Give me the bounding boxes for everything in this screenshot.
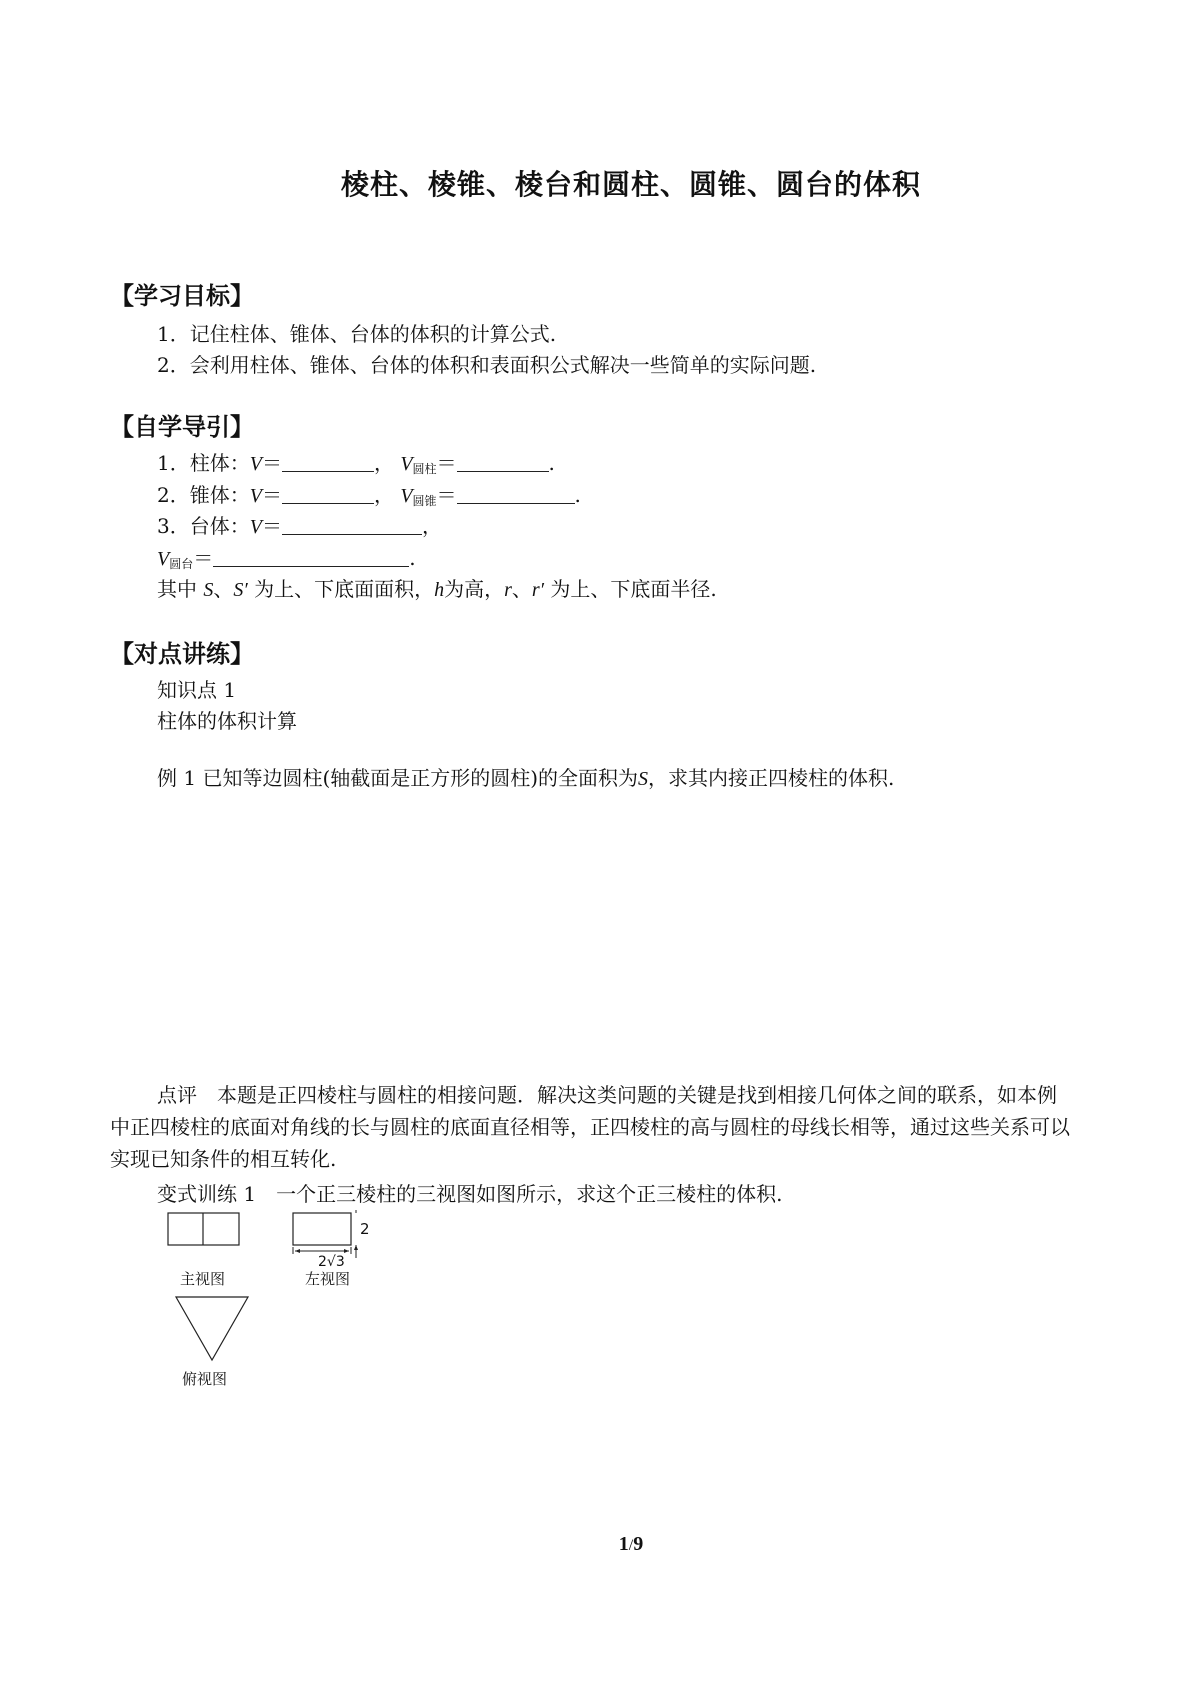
knowledge-point: 知识点 1 (157, 678, 237, 702)
page-number (0, 1533, 1191, 1556)
note-text: 、 (511, 577, 532, 601)
var-s: S (638, 768, 649, 790)
current-page: 1 (618, 1533, 629, 1555)
section-heading-practice: 【对点讲练】 (110, 640, 254, 668)
period: . (548, 451, 555, 475)
fill-blank[interactable] (282, 516, 422, 535)
guide-item-4 (157, 542, 416, 572)
equals: ＝ (261, 514, 282, 538)
total-pages: 9 (633, 1533, 644, 1555)
equals: ＝ (436, 451, 457, 475)
fill-blank[interactable] (457, 485, 575, 504)
var-s: S (203, 579, 214, 601)
fill-blank[interactable] (213, 548, 409, 567)
fill-blank[interactable] (282, 453, 374, 472)
guide-note (157, 573, 717, 602)
note-text: 、 (213, 577, 234, 601)
topic: 柱体的体积计算 (157, 709, 297, 733)
guide-item-1-prefix: 1．柱体： (157, 451, 250, 475)
side-view-label: 左视图 (305, 1270, 351, 1288)
objective-item-2: 2．会利用柱体、锥体、台体的体积和表面积公式解决一些简单的实际问题. (157, 353, 817, 377)
note-text: 其中 (157, 577, 197, 601)
equals: ＝ (436, 483, 457, 507)
var-r: r (504, 579, 512, 601)
guide-item-2 (157, 479, 581, 509)
period: . (409, 546, 416, 570)
page-separator: / (628, 1537, 634, 1554)
example-text: 例 1 已知等边圆柱(轴截面是正方形的圆柱)的全面积为 (157, 766, 639, 790)
equals: ＝ (261, 483, 282, 507)
volume-var: V (249, 516, 262, 538)
height-dimension: 2 (360, 1220, 370, 1238)
front-view-label: 主视图 (180, 1270, 226, 1288)
page-title: 棱柱、棱锥、棱台和圆柱、圆锥、圆台的体积 (340, 168, 921, 201)
comma: ， (373, 483, 394, 507)
fill-blank[interactable] (282, 485, 374, 504)
section-heading-guide: 【自学导引】 (110, 413, 254, 441)
example-text: ，求其内接正四棱柱的体积. (648, 766, 895, 790)
guide-item-3-prefix: 3．台体： (157, 514, 250, 538)
guide-item-3 (157, 510, 442, 539)
note-text: 为上、下底面半径. (544, 577, 717, 601)
volume-var: V (400, 485, 413, 507)
subscript: 圆台 (169, 557, 194, 571)
guide-item-2-prefix: 2．锥体： (157, 483, 250, 507)
section-heading-objectives: 【学习目标】 (110, 282, 254, 310)
comma: ， (373, 451, 394, 475)
period: . (574, 483, 581, 507)
note-text: 为高， (444, 577, 505, 601)
var-r-prime: r′ (531, 579, 545, 601)
three-view-figure (150, 1210, 410, 1400)
var-h: h (434, 579, 445, 601)
fill-blank[interactable] (457, 453, 549, 472)
equals: ＝ (193, 546, 214, 570)
volume-var: V (249, 485, 262, 507)
guide-item-1 (157, 447, 555, 477)
example-1 (157, 762, 894, 791)
subscript: 圆锥 (412, 494, 437, 508)
volume-var: V (157, 548, 170, 570)
top-view-label: 俯视图 (182, 1370, 228, 1388)
variant-training-1: 变式训练 1 一个正三棱柱的三视图如图所示，求这个正三棱柱的体积. (157, 1182, 783, 1206)
equals: ＝ (261, 451, 282, 475)
volume-var: V (400, 453, 413, 475)
objective-item-1: 1．记住柱体、锥体、台体的体积的计算公式. (157, 322, 557, 346)
note-text: 为上、下底面面积， (247, 577, 435, 601)
width-dimension: 2√3 (318, 1254, 345, 1270)
var-s-prime: S′ (233, 579, 248, 601)
subscript: 圆柱 (412, 462, 437, 476)
comma: ， (421, 514, 442, 538)
volume-var: V (249, 453, 262, 475)
comment-paragraph: 点评 本题是正四棱柱与圆柱的相接问题．解决这类问题的关键是找到相接几何体之间的联系，如本例中正四棱柱的底面对角线的长与圆柱的底面直径相等，正四棱柱的高与圆柱的母线长相等，通过这些关系可以实现已知条件的相互转化. (110, 1083, 1070, 1171)
